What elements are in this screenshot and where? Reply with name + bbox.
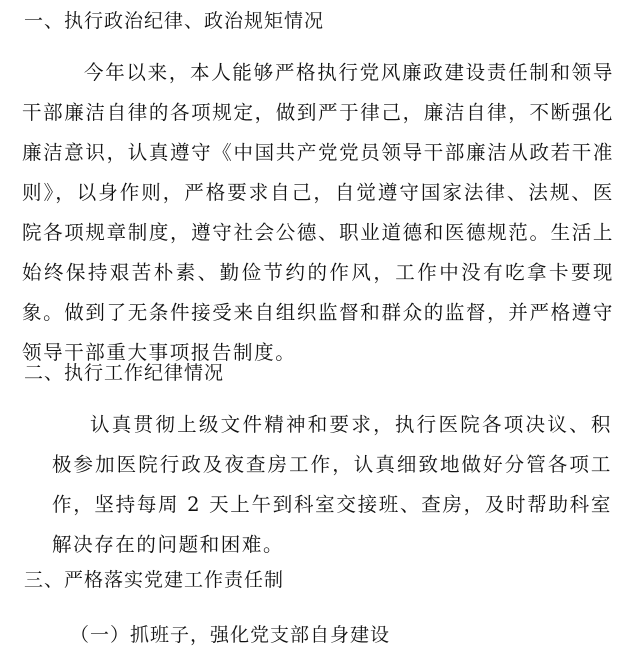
section-paragraph-2: 认真贯彻上级文件精神和要求，执行医院各项决议、积极参加医院行政及夜查房工作，认真细致地做好分管各项工作，坚持每周 2 天上午到科室交接班、查房，及时帮助科室解决存在的问题和困难。 <box>52 413 612 556</box>
section-paragraph-1: 今年以来，本人能够严格执行党风廉政建设责任制和领导干部廉洁自律的各项规定，做到严于律己，廉洁自律，不断强化廉洁意识，认真遵守《中国共产党党员领导干部廉洁从政若干准则》，以身作则，严格要求自己，自觉遵守国家法律、法规、医院各项规章制度，遵守社会公德、职业道德和医德规范。生活上始终保持艰苦朴素、勤俭节约的作风，工作中没有吃拿卡要现象。做到了无条件接受来自组织监督和群众的监督，并严格遵守领导干部重大事项报告制度。 <box>22 61 614 364</box>
section-heading-2: 二、执行工作纪律情况 <box>24 362 225 384</box>
section-heading-3: 三、严格落实党建工作责任制 <box>24 569 285 591</box>
section-heading-1: 一、执行政治纪律、政治规矩情况 <box>24 10 325 32</box>
section-subheading-3-1: （一）抓班子，强化党支部自身建设 <box>70 624 391 646</box>
